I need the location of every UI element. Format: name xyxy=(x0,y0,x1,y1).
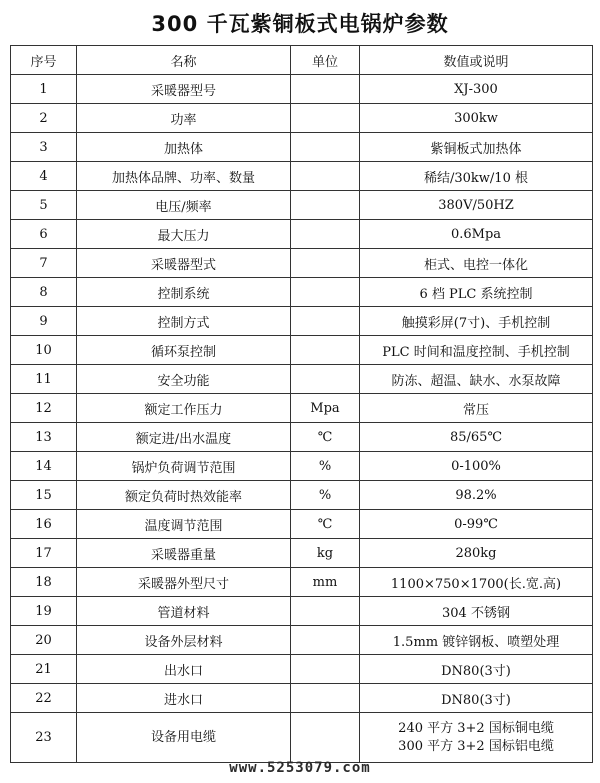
table-row xyxy=(11,423,593,452)
table-row xyxy=(11,220,593,249)
table-row xyxy=(11,394,593,423)
cell-value: PLC 时间和温度控制、手机控制 xyxy=(360,336,593,365)
table-row xyxy=(11,626,593,655)
cell-name: 采暖器型式 xyxy=(77,249,291,278)
cell-name: 采暖器型号 xyxy=(77,75,291,104)
cell-unit: % xyxy=(291,481,360,510)
cell-value: 304 不锈钢 xyxy=(360,597,593,626)
cell-value: 0-100% xyxy=(360,452,593,481)
cell-value: 柜式、电控一体化 xyxy=(360,249,593,278)
cell-name: 设备外层材料 xyxy=(77,626,291,655)
cell-unit xyxy=(291,191,360,220)
cell-index: 14 xyxy=(11,452,77,481)
table-row xyxy=(11,597,593,626)
cell-name: 进水口 xyxy=(77,684,291,713)
cell-unit: ℃ xyxy=(291,423,360,452)
watermark-url: www.5253079.com xyxy=(229,760,371,776)
cell-unit xyxy=(291,249,360,278)
cell-index: 3 xyxy=(11,133,77,162)
table-row xyxy=(11,191,593,220)
cell-value: 0-99℃ xyxy=(360,510,593,539)
cell-value: 触摸彩屏(7寸)、手机控制 xyxy=(360,307,593,336)
table-row xyxy=(11,713,593,763)
table-row xyxy=(11,162,593,191)
cell-name: 循环泵控制 xyxy=(77,336,291,365)
cell-value: 240 平方 3+2 国标铜电缆 300 平方 3+2 国标铝电缆 xyxy=(360,713,593,763)
cell-value: XJ-300 xyxy=(360,75,593,104)
table-row xyxy=(11,539,593,568)
table-row xyxy=(11,336,593,365)
table-body xyxy=(11,75,593,763)
cell-unit xyxy=(291,684,360,713)
cell-value: 防冻、超温、缺水、水泵故障 xyxy=(360,365,593,394)
cell-name: 加热体品牌、功率、数量 xyxy=(77,162,291,191)
cell-value: 常压 xyxy=(360,394,593,423)
table-row xyxy=(11,568,593,597)
cell-name: 采暖器外型尺寸 xyxy=(77,568,291,597)
cell-name: 功率 xyxy=(77,104,291,133)
cell-value: 稀结/30kw/10 根 xyxy=(360,162,593,191)
cell-unit: mm xyxy=(291,568,360,597)
parameter-table xyxy=(10,45,593,763)
cell-unit xyxy=(291,162,360,191)
cell-name: 控制方式 xyxy=(77,307,291,336)
cell-index: 16 xyxy=(11,510,77,539)
cell-value: 1100×750×1700(长.宽.高) xyxy=(360,568,593,597)
cell-value: 0.6Mpa xyxy=(360,220,593,249)
table-row xyxy=(11,278,593,307)
cell-index: 4 xyxy=(11,162,77,191)
cell-index: 5 xyxy=(11,191,77,220)
cell-value: 280kg xyxy=(360,539,593,568)
cell-name: 管道材料 xyxy=(77,597,291,626)
table-row xyxy=(11,452,593,481)
cell-name: 锅炉负荷调节范围 xyxy=(77,452,291,481)
cell-name: 设备用电缆 xyxy=(77,713,291,763)
cell-index: 10 xyxy=(11,336,77,365)
cell-unit: ℃ xyxy=(291,510,360,539)
cell-unit xyxy=(291,307,360,336)
cell-index: 8 xyxy=(11,278,77,307)
table-row xyxy=(11,75,593,104)
cell-index: 2 xyxy=(11,104,77,133)
table-row xyxy=(11,249,593,278)
cell-unit xyxy=(291,597,360,626)
header-name: 名称 xyxy=(77,46,291,75)
cell-unit xyxy=(291,626,360,655)
cell-name: 温度调节范围 xyxy=(77,510,291,539)
cell-index: 9 xyxy=(11,307,77,336)
cell-index: 12 xyxy=(11,394,77,423)
cell-name: 额定负荷时热效能率 xyxy=(77,481,291,510)
table-row xyxy=(11,510,593,539)
cell-name: 最大压力 xyxy=(77,220,291,249)
cell-unit: kg xyxy=(291,539,360,568)
cell-unit: Mpa xyxy=(291,394,360,423)
table-row xyxy=(11,365,593,394)
table-row xyxy=(11,684,593,713)
cell-unit xyxy=(291,336,360,365)
cell-index: 18 xyxy=(11,568,77,597)
cell-index: 13 xyxy=(11,423,77,452)
cell-index: 20 xyxy=(11,626,77,655)
cell-name: 采暖器重量 xyxy=(77,539,291,568)
cell-name: 控制系统 xyxy=(77,278,291,307)
cell-value: DN80(3寸) xyxy=(360,655,593,684)
cell-value: 380V/50HZ xyxy=(360,191,593,220)
cell-unit xyxy=(291,220,360,249)
cell-name: 电压/频率 xyxy=(77,191,291,220)
header-index: 序号 xyxy=(11,46,77,75)
table-row xyxy=(11,655,593,684)
cell-index: 22 xyxy=(11,684,77,713)
cell-index: 19 xyxy=(11,597,77,626)
cell-unit xyxy=(291,133,360,162)
cell-unit xyxy=(291,104,360,133)
table-header-row xyxy=(11,46,593,75)
cell-value: DN80(3寸) xyxy=(360,684,593,713)
cell-unit xyxy=(291,75,360,104)
cell-value: 6 档 PLC 系统控制 xyxy=(360,278,593,307)
cell-index: 23 xyxy=(11,713,77,763)
cell-index: 6 xyxy=(11,220,77,249)
table-row xyxy=(11,307,593,336)
cell-index: 1 xyxy=(11,75,77,104)
cell-value: 紫铜板式加热体 xyxy=(360,133,593,162)
cell-unit xyxy=(291,713,360,763)
cell-unit xyxy=(291,655,360,684)
cell-name: 出水口 xyxy=(77,655,291,684)
page-title: 300 千瓦紫铜板式电锅炉参数 xyxy=(151,12,449,36)
header-unit: 单位 xyxy=(291,46,360,75)
table-row xyxy=(11,481,593,510)
cell-index: 7 xyxy=(11,249,77,278)
cell-index: 11 xyxy=(11,365,77,394)
table-row xyxy=(11,104,593,133)
cell-unit xyxy=(291,365,360,394)
header-value: 数值或说明 xyxy=(360,46,593,75)
cell-value: 300kw xyxy=(360,104,593,133)
cell-unit xyxy=(291,278,360,307)
cell-value: 85/65℃ xyxy=(360,423,593,452)
table-row xyxy=(11,133,593,162)
cell-name: 加热体 xyxy=(77,133,291,162)
cell-index: 21 xyxy=(11,655,77,684)
cell-index: 17 xyxy=(11,539,77,568)
cell-name: 额定工作压力 xyxy=(77,394,291,423)
cell-index: 15 xyxy=(11,481,77,510)
cell-unit: % xyxy=(291,452,360,481)
cell-value: 1.5mm 镀锌钢板、喷塑处理 xyxy=(360,626,593,655)
cell-value: 98.2% xyxy=(360,481,593,510)
cell-name: 额定进/出水温度 xyxy=(77,423,291,452)
cell-name: 安全功能 xyxy=(77,365,291,394)
